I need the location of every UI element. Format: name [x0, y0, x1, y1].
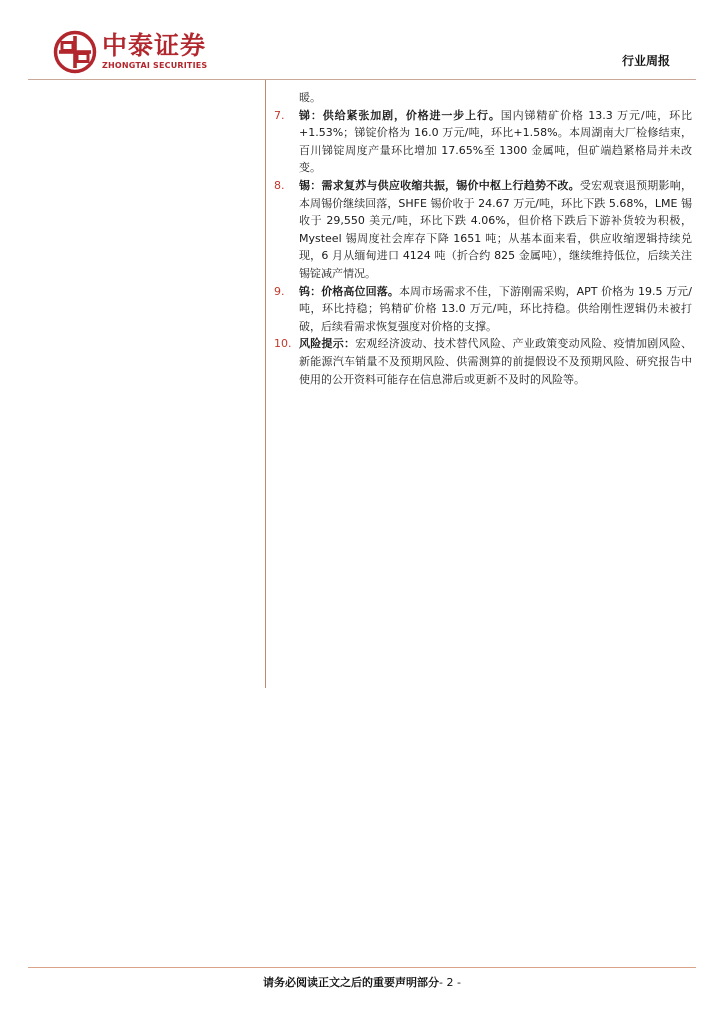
zhongtai-logo-icon [53, 30, 97, 74]
item-text: 宏观经济波动、技术替代风险、产业政策变动风险、疫情加剧风险、新能源汽车销量不及预期风险、供需测算的前提假设不及预期风险、研究报告中使用的公开资料可能存在信息滞后或更新不及时的风险等。 [299, 337, 693, 386]
header-divider [28, 79, 696, 80]
list-item [274, 177, 692, 283]
item-number: 8. [274, 178, 285, 192]
report-type-label: 行业周报 [621, 54, 670, 68]
footer-divider [28, 967, 696, 968]
item-number: 7. [274, 108, 285, 122]
item-heading: 锡：需求复苏与供应收缩共振，锡价中枢上行趋势不改。 [299, 178, 580, 192]
list-item [274, 283, 692, 336]
item-number: 10. [274, 337, 292, 351]
column-divider [265, 80, 266, 688]
item-heading: 风险提示： [299, 337, 356, 351]
report-body [274, 89, 692, 388]
item-heading: 钨：价格高位回落。 [299, 284, 399, 298]
item-number: 9. [274, 284, 285, 298]
brand-name-en: ZHONGTAI SECURITIES [102, 61, 208, 70]
footer [0, 976, 724, 990]
disclaimer-notice: 请务必阅读正文之后的重要声明部分 [263, 976, 440, 989]
item-text: 国内锑精矿价格 13.3 万元/吨，环比+1.53%；锑锭价格为 16.0 万元/吨，环比+1.58%。本周湖南大厂检修结束，百川锑锭周度产量环比增加 17.65%至 1300 金属吨，但矿端趋紧格局并未改变。 [299, 108, 693, 175]
brand-name-cn: 中泰证券 [102, 31, 207, 60]
list-item [274, 335, 692, 388]
page-number: - 2 - [439, 976, 461, 989]
item-text: 本周市场需求不佳，下游刚需采购，APT 价格为 19.5 万元/吨，环比持稳；钨精矿价格 13.0 万元/吨，环比持稳。供给刚性逻辑仍未被打破，后续看需求恢复强度对价格的支撑。 [299, 284, 692, 333]
carryover-text: 暖。 [299, 91, 321, 104]
list-item [274, 107, 692, 177]
item-text: 受宏观衰退预期影响，本周锡价继续回落，SHFE 锡价收于 24.67 万元/吨，环比下跌 5.68%，LME 锡收于 29,550 美元/吨，环比下跌 4.06%，但价格下跌后下游补货较为积极，Mysteel 锡周度社会库存下降 1651 吨；从基本面来看，供应收缩逻辑持续兑现，6 月从缅甸进口 4124 吨（折合约 825 金属吨），继续维持低位，后续关注锡锭减产情况。 [299, 178, 693, 280]
item-heading: 锑：供给紧张加剧，价格进一步上行。 [299, 108, 501, 122]
